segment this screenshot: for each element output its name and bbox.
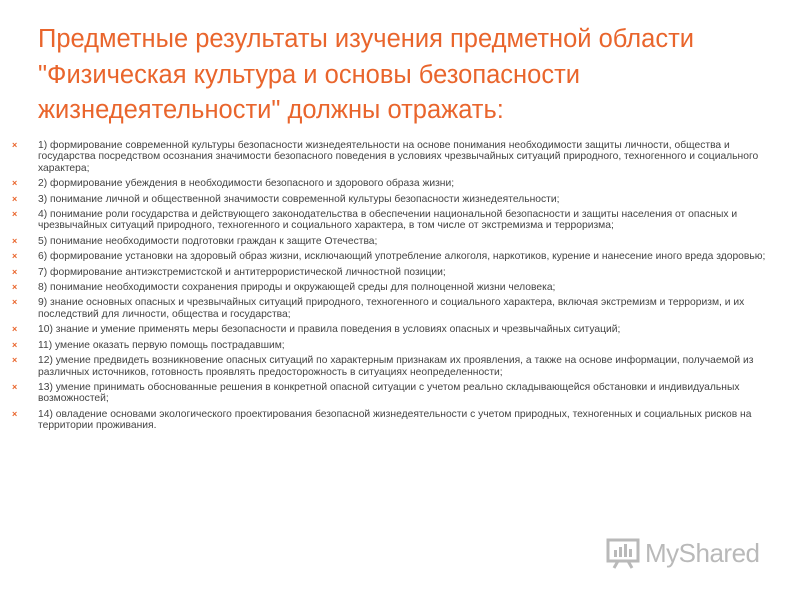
bullet-text: 14) овладение основами экологического проектирования безопасной жизнедеятельности с учетом природных, техногенных и социальных рисков на территории проживания. — [38, 408, 752, 432]
logo-text: MyShared — [645, 537, 760, 568]
bullet-text: 2) формирование убеждения в необходимости безопасного и здорового образа жизни; — [38, 178, 455, 190]
bullet-x-icon: × — [12, 193, 18, 204]
bullet-x-icon: × — [12, 235, 18, 246]
bullet-text: 5) понимание необходимости подготовки граждан к защите Отечества; — [38, 235, 378, 247]
bullet-text: 12) умение предвидеть возникновение опасных ситуаций по характерным признакам их проявления, а также на основе информации, получаемой из различных источников, готовность проявлять предосторожность в ситуациях неопределенности; — [38, 355, 754, 378]
bullet-item — [12, 236, 776, 247]
bullet-item — [12, 340, 776, 351]
bullet-item — [12, 178, 776, 189]
bullet-text: 11) умение оказать первую помощь пострадавшим; — [38, 339, 285, 351]
bullet-text: 7) формирование антиэкстремистской и антитеррористической личностной позиции; — [38, 266, 446, 278]
bullet-item — [12, 382, 776, 405]
bullet-item — [12, 324, 776, 335]
bullet-item — [12, 194, 776, 205]
bullet-list — [12, 140, 776, 436]
bullet-x-icon: × — [12, 339, 18, 350]
myshared-logo — [606, 536, 760, 570]
bullet-x-icon: × — [12, 140, 18, 150]
bullet-x-icon: × — [12, 178, 18, 189]
bullet-item — [12, 251, 776, 262]
bullet-text: 9) знание основных опасных и чрезвычайных ситуаций природного, техногенного и социального характера, включая экстремизм и терроризм, и их последствий для личности, общества и государства; — [38, 297, 745, 320]
presentation-board-icon — [606, 537, 640, 569]
bullet-x-icon: × — [12, 251, 18, 262]
bullet-x-icon: × — [12, 282, 18, 293]
bullet-item — [12, 209, 776, 232]
slide-title: Предметные результаты изучения предметной области "Физическая культура и основы безопасности жизнедеятельности" должны отражать: — [38, 25, 695, 124]
bullet-item — [12, 297, 776, 320]
bullet-text: 1) формирование современной культуры безопасности жизнедеятельности на основе понимания необходимости защиты личности, общества и государства посредством осознания значимости безопасного поведения в условиях чрезвычайных ситуаций природного, техногенного и социального характера; — [38, 140, 759, 174]
bullet-text: 3) понимание личной и общественной значимости современной культуры безопасности жизнедеятельности; — [38, 193, 560, 205]
bullet-x-icon: × — [12, 355, 18, 366]
bullet-x-icon: × — [12, 297, 18, 308]
bullet-item — [12, 409, 776, 432]
bullet-x-icon: × — [12, 408, 18, 419]
bullet-text: 13) умение принимать обоснованные решения в конкретной опасной ситуации с учетом реально складывающейся обстановки и индивидуальных возможностей; — [38, 381, 740, 405]
bullet-text: 6) формирование установки на здоровый образ жизни, исключающий употребление алкоголя, наркотиков, курение и нанесение иного вреда здоровью; — [38, 251, 766, 263]
bullet-item — [12, 267, 776, 278]
bullet-text: 8) понимание необходимости сохранения природы и окружающей среды для полноценной жизни человека; — [38, 282, 556, 294]
bullet-item — [12, 282, 776, 293]
bullet-text: 10) знание и умение применять меры безопасности и правила поведения в условиях опасных и чрезвычайных ситуаций; — [38, 324, 621, 336]
bullet-x-icon: × — [12, 324, 18, 335]
bullet-item — [12, 355, 776, 378]
bullet-text: 4) понимание роли государства и действующего законодательства в обеспечении национальной безопасности и защиты населения от опасных и чрезвычайных ситуаций природного, техногенного и социального характера, в том числе от экстремизма и терроризма; — [38, 209, 738, 232]
bullet-x-icon: × — [12, 266, 18, 277]
bullet-x-icon: × — [12, 381, 18, 392]
bullet-x-icon: × — [12, 209, 18, 220]
bullet-item — [12, 140, 776, 174]
